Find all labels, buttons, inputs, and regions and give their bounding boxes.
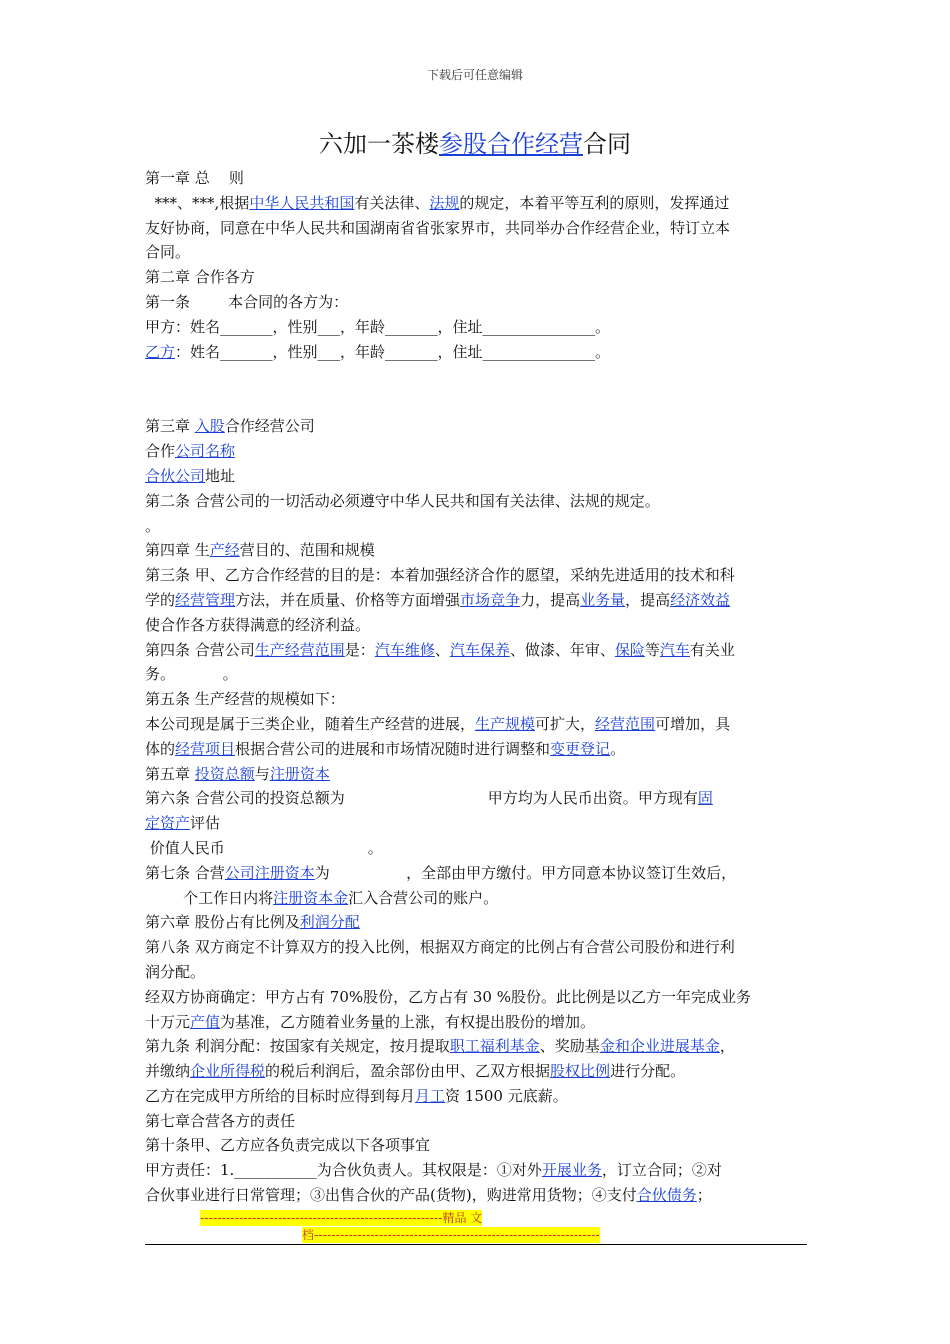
inline-link[interactable]: 生产规模 — [475, 714, 536, 733]
text-segment: 甲方责任：1.___________为合伙负责人。其权限是：①对外 — [145, 1161, 542, 1180]
inline-link[interactable]: 投资总额 — [194, 764, 255, 783]
text-segment: 价值人民币 。 — [145, 838, 383, 857]
title-prefix: 六加一茶楼 — [319, 130, 439, 158]
text-line — [145, 340, 810, 365]
inline-link[interactable]: 经营项目 — [175, 739, 236, 758]
text-segment: 与 — [254, 764, 270, 783]
text-segment: 的规定，本着平等互利的原则，发挥通过 — [459, 193, 730, 212]
text-line — [145, 514, 810, 539]
text-segment: 第六条 合营公司的投资总额为 甲方均为人民币出资。甲方现有 — [145, 789, 698, 808]
text-line — [145, 811, 810, 836]
inline-link[interactable]: 乙方 — [145, 342, 176, 361]
inline-link[interactable]: 金和企业进展基金 — [599, 1037, 720, 1056]
inline-link[interactable]: 合伙债务 — [636, 1186, 697, 1205]
text-segment: 地址 — [205, 466, 236, 485]
inline-link[interactable]: 汽车保养 — [449, 640, 510, 659]
text-segment: 力，提高 — [520, 590, 581, 609]
inline-link[interactable]: 变更登记 — [550, 739, 611, 758]
text-segment: 等 — [644, 640, 660, 659]
text-segment: 经双方协商确定：甲方占有 70%股份，乙方占有 30 %股份。此比例是以乙方一年完成业务 — [145, 987, 751, 1006]
text-segment: 学的 — [145, 590, 176, 609]
title-suffix: 合同 — [583, 130, 631, 158]
text-segment: 第九条 利润分配：按国家有关规定，按月提取 — [145, 1037, 450, 1056]
header-note: 下载后可任意编辑 — [426, 68, 523, 82]
inline-link[interactable]: 注册资本金 — [273, 888, 349, 907]
text-segment: 有关业 — [689, 640, 735, 659]
text-line — [145, 489, 810, 514]
inline-link[interactable]: 注册资本 — [269, 764, 330, 783]
text-line — [145, 538, 810, 563]
text-line — [145, 464, 810, 489]
title-link[interactable]: 参股合作经营 — [439, 130, 583, 158]
text-segment: 第六章 股份占有比例及 — [145, 913, 300, 932]
text-line — [145, 861, 810, 886]
text-line — [145, 985, 810, 1010]
text-segment: 十万元 — [145, 1012, 191, 1031]
text-segment: 是： — [344, 640, 375, 659]
inline-link[interactable]: 企业所得税 — [190, 1062, 266, 1081]
inline-link[interactable]: 经营管理 — [175, 590, 236, 609]
inline-link[interactable]: 产值 — [190, 1012, 221, 1031]
text-segment: 第四章 生 — [145, 541, 210, 560]
text-segment: 体的 — [145, 739, 176, 758]
text-segment: 根据合营公司的进展和市场情况随时进行调整和 — [235, 739, 551, 758]
text-segment: 方法，并在质量、价格等方面增强 — [235, 590, 461, 609]
text-line — [145, 1133, 810, 1158]
text-segment: 有关法律、 — [354, 193, 430, 212]
text-segment: 营目的、范围和规模 — [239, 541, 375, 560]
text-segment: 第二条 合营公司的一切活动必须遵守中华人民共和国有关法律、法规的规定。 — [145, 491, 660, 510]
text-line — [145, 712, 810, 737]
text-segment: 个工作日内将 — [145, 888, 274, 907]
text-line — [145, 265, 810, 290]
text-segment: ， — [719, 1037, 735, 1056]
inline-link[interactable]: 市场竞争 — [460, 590, 521, 609]
text-line — [145, 910, 810, 935]
text-segment: 合作经营公司 — [224, 417, 315, 436]
inline-link[interactable]: 经济效益 — [670, 590, 731, 609]
text-segment: 第三条 甲、乙方合作经营的目的是：本着加强经济合作的愿望，采纳先进适用的技术和科 — [145, 566, 735, 585]
text-line — [145, 414, 810, 439]
document-body — [145, 166, 810, 1208]
text-segment: 润分配。 — [145, 962, 206, 981]
text-segment: 本公司现是属于三类企业，随着生产经营的进展， — [145, 714, 476, 733]
text-segment: 甲方：姓名_______，性别___，年龄_______，住址_______________。 — [145, 317, 611, 336]
text-segment: 第七条 合营 — [145, 863, 225, 882]
inline-link[interactable]: 汽车 — [659, 640, 690, 659]
footer-banner-row1: --------------------------------------------------------精品 文 — [200, 1211, 483, 1225]
text-segment: 第三章 — [145, 417, 195, 436]
inline-link[interactable]: 汽车维修 — [374, 640, 435, 659]
text-segment: 第十条甲、乙方应各负责完成以下各项事宜 — [145, 1136, 431, 1155]
text-segment: 为 ，全部由甲方缴付。甲方同意本协议签订生效后， — [314, 863, 737, 882]
inline-link[interactable]: 生产经营范围 — [254, 640, 345, 659]
text-segment: 进行分配。 — [610, 1062, 686, 1081]
text-line — [145, 216, 810, 241]
inline-link[interactable]: 产经 — [209, 541, 240, 560]
text-line — [145, 1059, 810, 1084]
text-segment: 第五条 生产经营的规模如下： — [145, 690, 345, 709]
text-segment: ：姓名_______，性别___，年龄_______，住址_______________。 — [175, 342, 611, 361]
text-segment: 汇入合营公司的账户。 — [348, 888, 499, 907]
inline-link[interactable]: 合伙公司 — [145, 466, 206, 485]
text-line — [145, 240, 810, 265]
text-segment: 、奖励基 — [539, 1037, 600, 1056]
inline-link[interactable]: 股权比例 — [550, 1062, 611, 1081]
text-segment: 并缴纳 — [145, 1062, 191, 1081]
inline-link[interactable]: 入股 — [194, 417, 225, 436]
text-line — [145, 439, 810, 464]
text-segment: 第四条 合营公司 — [145, 640, 255, 659]
inline-link[interactable]: 中华人民共和国 — [249, 193, 355, 212]
text-segment: 评估 — [190, 814, 221, 833]
blank-spacer — [145, 364, 810, 414]
text-line — [145, 836, 810, 861]
text-line — [145, 563, 810, 588]
footer-divider — [145, 1244, 807, 1245]
inline-link[interactable]: 业务量 — [580, 590, 626, 609]
text-line — [145, 290, 810, 315]
inline-link[interactable]: 职工福利基金 — [449, 1037, 540, 1056]
text-segment: 。 — [145, 516, 161, 535]
text-segment: 资 1500 元底薪。 — [445, 1086, 568, 1105]
text-line — [145, 315, 810, 340]
text-segment: 为基准，乙方随着业务量的上涨，有权提出股份的增加。 — [220, 1012, 596, 1031]
text-line — [145, 886, 810, 911]
text-line — [145, 588, 810, 613]
text-segment: 合同。 — [145, 243, 191, 262]
text-segment: 第七章合营各方的责任 — [145, 1111, 296, 1130]
text-segment: 使合作各方获得满意的经济利益。 — [145, 615, 371, 634]
footer-banner-row2: 档------------------------------------------------------------------ — [302, 1228, 600, 1242]
text-line — [145, 762, 810, 787]
inline-link[interactable]: 利润分配 — [299, 913, 360, 932]
text-segment: 务。 。 — [145, 665, 238, 684]
text-segment: 的税后利润后，盈余部份由甲、乙双方根据 — [265, 1062, 551, 1081]
text-segment: 合伙事业进行日常管理；③出售合伙的产品(货物)，购进常用货物；④支付 — [145, 1186, 637, 1205]
text-line — [145, 786, 810, 811]
text-segment: ***、***,根据 — [145, 193, 250, 212]
text-line — [145, 935, 810, 960]
text-line — [145, 638, 810, 663]
text-line — [145, 1034, 810, 1059]
text-segment: 可扩大， — [535, 714, 596, 733]
inline-link[interactable]: 固 — [697, 789, 713, 808]
text-line — [145, 191, 810, 216]
text-segment: 合作 — [145, 442, 176, 461]
inline-link[interactable]: 月工 — [415, 1086, 446, 1105]
text-segment: 、 — [434, 640, 450, 659]
text-segment: 第一条 本合同的各方为： — [145, 292, 349, 311]
text-line — [145, 662, 810, 687]
text-line — [145, 1183, 810, 1208]
text-segment: 。 — [610, 739, 626, 758]
text-segment: ，提高 — [625, 590, 671, 609]
document-title — [0, 124, 950, 159]
text-segment: 第一章 总 则 — [145, 169, 244, 187]
text-segment: ； — [696, 1186, 712, 1205]
text-segment: 第五章 — [145, 764, 195, 783]
text-segment: 第八条 双方商定不计算双方的投入比例，根据双方商定的比例占有合营公司股份和进行利 — [145, 938, 735, 957]
inline-link[interactable]: 公司注册资本 — [224, 863, 315, 882]
text-segment: 、做漆、年审、 — [509, 640, 615, 659]
text-line — [145, 1158, 810, 1183]
inline-link[interactable]: 公司名称 — [175, 442, 236, 461]
text-line — [145, 1084, 810, 1109]
inline-link[interactable]: 定资产 — [145, 814, 191, 833]
text-segment: 友好协商，同意在中华人民共和国湖南省省张家界市，共同举办合作经营企业，特订立本 — [145, 218, 731, 237]
inline-link[interactable]: 开展业务 — [541, 1161, 602, 1180]
text-segment: ，订立合同；②对 — [601, 1161, 722, 1180]
inline-link[interactable]: 保险 — [614, 640, 645, 659]
text-segment: 可增加，具 — [655, 714, 731, 733]
text-line — [145, 1109, 810, 1134]
text-line — [145, 613, 810, 638]
text-line — [145, 166, 810, 191]
inline-link[interactable]: 经营范围 — [595, 714, 656, 733]
text-line — [145, 687, 810, 712]
text-segment: 乙方在完成甲方所给的目标时应得到每月 — [145, 1086, 416, 1105]
inline-link[interactable]: 法规 — [429, 193, 460, 212]
text-line — [145, 737, 810, 762]
text-line — [145, 1010, 810, 1035]
text-segment: 第二章 合作各方 — [145, 268, 255, 287]
text-line — [145, 960, 810, 985]
